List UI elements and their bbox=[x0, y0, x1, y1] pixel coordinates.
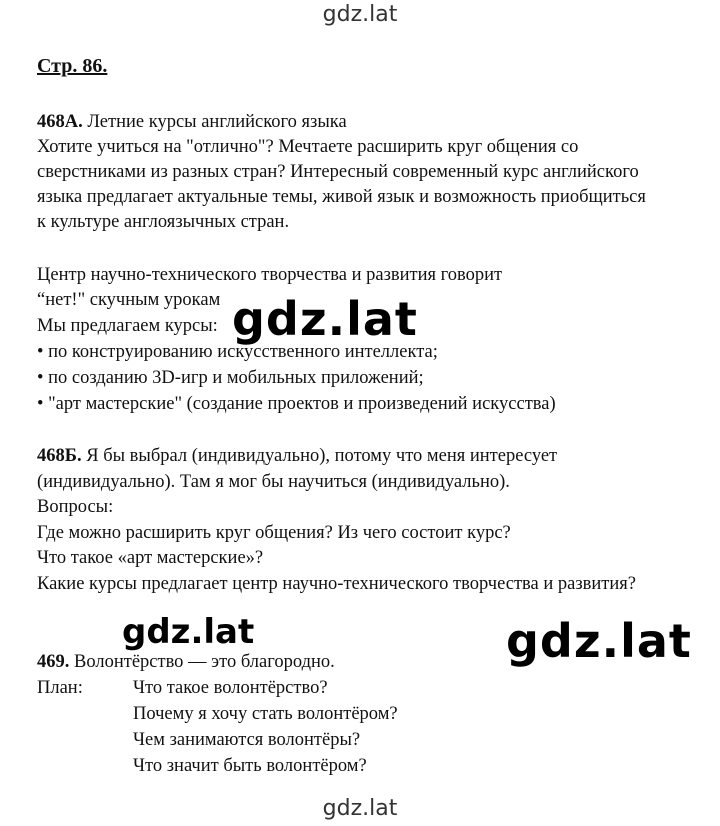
plan-question: Что такое волонтёрство? bbox=[133, 678, 328, 698]
exercise-number: 468А. bbox=[37, 112, 83, 132]
plan-label: План: bbox=[37, 678, 83, 698]
plan-question: Что значит быть волонтёром? bbox=[133, 756, 367, 776]
exercise-469-heading bbox=[37, 650, 335, 674]
question-line: Где можно расширить круг общения? Из чего состоит курс? bbox=[37, 523, 511, 543]
watermark-right: gdz.lat bbox=[506, 614, 692, 668]
text-line: сверстниками из разных стран? Интересный современный курс английского bbox=[37, 162, 639, 182]
exercise-title: Летние курсы английского языка bbox=[87, 112, 347, 132]
plan-question: Почему я хочу стать волонтёром? bbox=[133, 704, 398, 724]
list-item: • по созданию 3D-игр и мобильных приложений; bbox=[37, 368, 424, 388]
exercise-title: Волонтёрство — это благородно. bbox=[74, 652, 335, 672]
text-line: (индивидуально). Там я мог бы научиться (индивидуально). bbox=[37, 472, 510, 492]
text-line: “нет!" скучным урокам bbox=[37, 290, 221, 310]
text-line: Хотите учиться на "отлично"? Мечтаете расширить круг общения со bbox=[37, 137, 579, 157]
text-line: Центр научно-технического творчества и развития говорит bbox=[37, 265, 503, 285]
page-title: Стр. 86. bbox=[37, 55, 108, 77]
text-line: Вопросы: bbox=[37, 497, 114, 517]
text-line: Мы предлагаем курсы: bbox=[37, 316, 218, 336]
exercise-number: 469. bbox=[37, 652, 70, 672]
text-line: Я бы выбрал (индивидуально), потому что меня интересует bbox=[86, 446, 558, 466]
list-item: • по конструированию искусственного интеллекта; bbox=[37, 342, 438, 362]
exercise-468a-heading bbox=[37, 110, 347, 134]
watermark-left: gdz.lat bbox=[122, 612, 255, 652]
question-line: Какие курсы предлагает центр научно-технического творчества и развития? bbox=[37, 574, 637, 594]
exercise-number: 468Б. bbox=[37, 446, 82, 466]
watermark-middle: gdz.lat bbox=[232, 292, 418, 346]
watermark-top: gdz.lat bbox=[322, 2, 398, 27]
text-line: языка предлагает актуальные темы, живой язык и возможность приобщиться bbox=[37, 187, 646, 207]
watermark-bottom: gdz.lat bbox=[322, 796, 398, 821]
question-line: Что такое «арт мастерские»? bbox=[37, 548, 264, 568]
exercise-468b-heading bbox=[37, 444, 557, 468]
text-line: к культуре англоязычных стран. bbox=[37, 212, 290, 232]
list-item: • "арт мастерские" (создание проектов и произведений искусства) bbox=[37, 394, 556, 414]
plan-question: Чем занимаются волонтёры? bbox=[133, 730, 361, 750]
